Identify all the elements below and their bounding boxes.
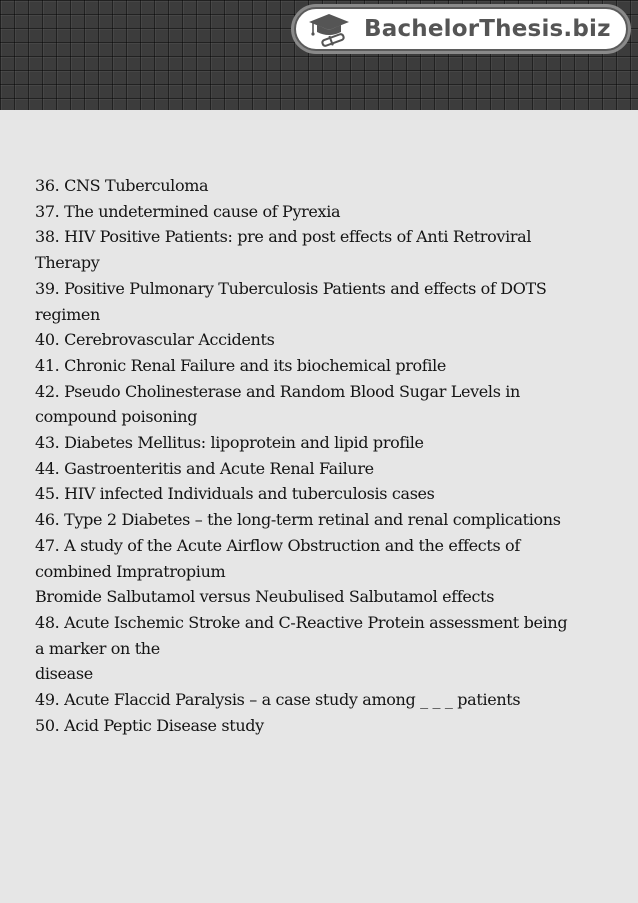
list-line: 47. A study of the Acute Airflow Obstruction and the effects of [35,535,520,555]
list-line: compound poisoning [35,407,198,427]
graduation-cap-icon [308,11,350,47]
site-header [0,0,638,110]
topic-list [35,173,615,738]
list-line: 39. Positive Pulmonary Tuberculosis Patients and effects of DOTS [35,278,547,298]
list-line: 42. Pseudo Cholinesterase and Random Blood Sugar Levels in [35,381,521,401]
list-line: 41. Chronic Renal Failure and its biochemical profile [35,355,447,375]
list-line: 37. The undetermined cause of Pyrexia [35,201,341,221]
list-line: 49. Acute Flaccid Paralysis – a case study among _ _ _ patients [35,690,521,710]
list-line: Therapy [35,253,100,273]
site-logo[interactable] [291,4,631,54]
list-line: regimen [35,304,100,324]
list-line: disease [35,664,93,684]
list-line: combined Impratropium [35,561,226,581]
list-line: 50. Acid Peptic Disease study [35,715,264,735]
logo-inner [294,7,628,51]
list-line: 36. CNS Tuberculoma [35,176,209,195]
list-line: 46. Type 2 Diabetes – the long-term retinal and renal complications [35,510,561,530]
list-line: 43. Diabetes Mellitus: lipoprotein and lipid profile [35,433,424,453]
list-line: 44. Gastroenteritis and Acute Renal Failure [35,458,374,478]
list-line: 40. Cerebrovascular Accidents [35,330,275,350]
logo-text: BachelorThesis.biz [364,16,611,42]
list-line: a marker on the [35,638,160,658]
list-line: Bromide Salbutamol versus Neubulised Salbutamol effects [35,587,495,607]
list-line: 45. HIV infected Individuals and tuberculosis cases [35,484,435,504]
list-line: 48. Acute Ischemic Stroke and C-Reactive Protein assessment being [35,612,568,632]
list-line: 38. HIV Positive Patients: pre and post effects of Anti Retroviral [35,227,532,247]
